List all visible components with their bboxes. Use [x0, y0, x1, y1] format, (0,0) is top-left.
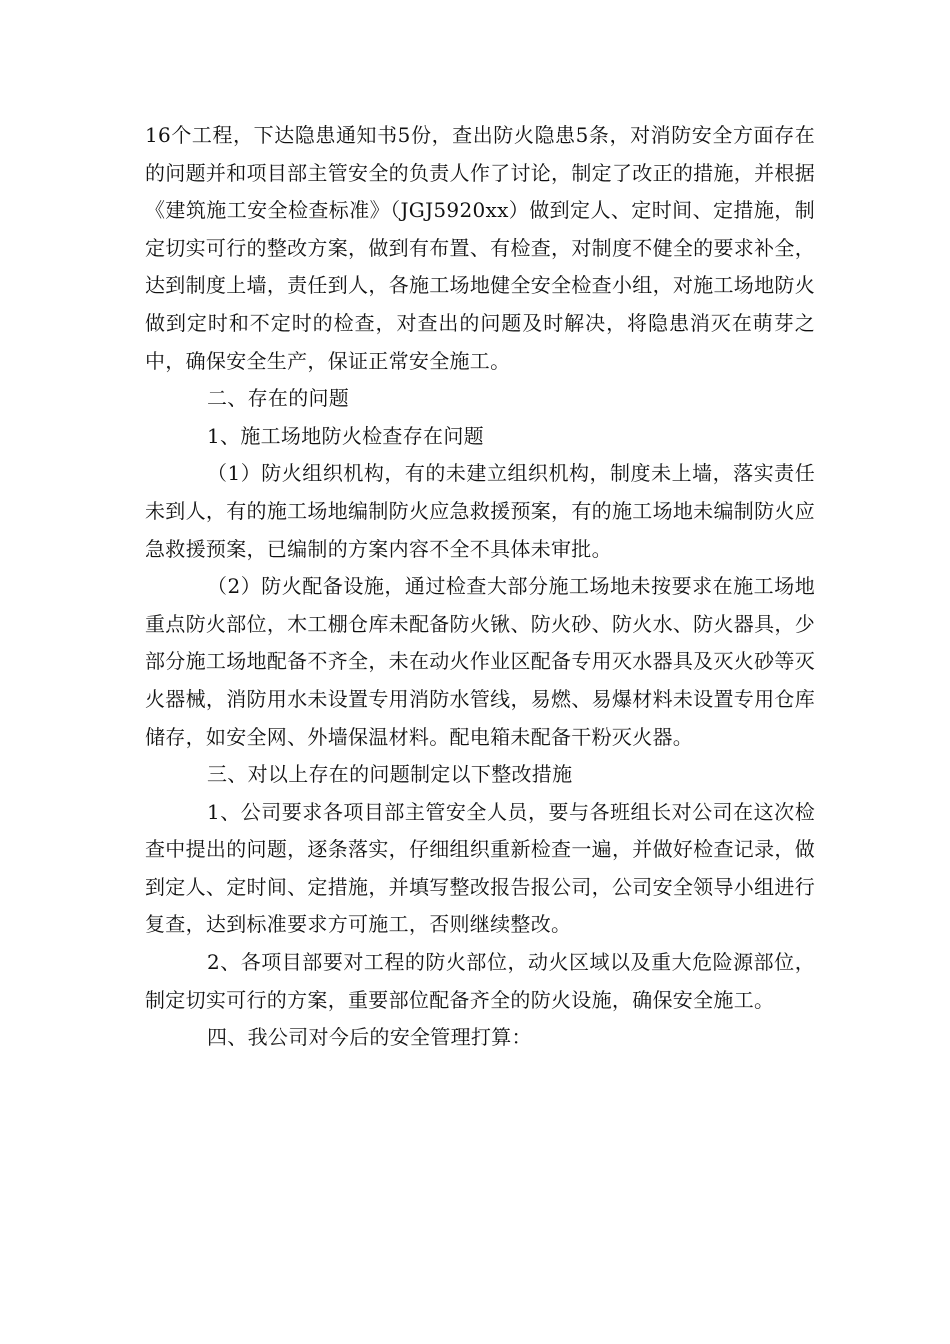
paragraph-rectification-2: 2、各项目部要对工程的防火部位，动火区域以及重大危险源部位，制定切实可行的方案，重要部位配备齐全的防火设施，确保安全施工。 [145, 950, 815, 1012]
section-heading-future-plans: 四、我公司对今后的安全管理打算： [207, 1025, 532, 1050]
paragraph-fire-organization: （1）防火组织机构，有的未建立组织机构，制度未上墙，落实责任未到人，有的施工场地编制防火应急救援预案，有的施工场地未编制防火应急救援预案，已编制的方案内容不全不具体未审批。 [145, 461, 815, 561]
paragraph-fire-equipment: （2）防火配备设施，通过检查大部分施工场地未按要求在施工场地重点防火部位，木工棚仓库未配备防火锹、防火砂、防火水、防火器具，少部分施工场地配备不齐全，未在动火作业区配备专用灭水器具及灭火砂等灭火器械，消防用水未设置专用消防水管线，易燃、易爆材料未设置专用仓库储存，如安全网、外墙保温材料。配电箱未配备干粉灭火器。 [145, 574, 815, 749]
paragraph-continuation: 16个工程，下达隐患通知书5份，查出防火隐患5条，对消防安全方面存在的问题并和项目部主管安全的负责人作了讨论，制定了改正的措施，并根据《建筑施工安全检查标准》（JGJ5920xx）做到定人、定时间、定措施，制定切实可行的整改方案，做到有布置、有检查，对制度不健全的要求补全，达到制度上墙，责任到人，各施工场地健全安全检查小组，对施工场地防火做到定时和不定时的检查，对查出的问题及时解决，将隐患消灭在萌芽之中，确保安全生产，保证正常安全施工。 [145, 123, 815, 373]
subheading-fire-inspection-problems: 1、施工场地防火检查存在问题 [207, 423, 484, 448]
document-body [145, 117, 815, 1057]
paragraph-rectification-1: 1、公司要求各项目部主管安全人员，要与各班组长对公司在这次检查中提出的问题，逐条落实，仔细组织重新检查一遍，并做好检查记录，做到定人、定时间、定措施，并填写整改报告报公司，公司安全领导小组进行复查，达到标准要求方可施工，否则继续整改。 [145, 799, 815, 937]
section-heading-problems: 二、存在的问题 [207, 386, 350, 411]
section-heading-rectification: 三、对以上存在的问题制定以下整改措施 [207, 762, 573, 787]
